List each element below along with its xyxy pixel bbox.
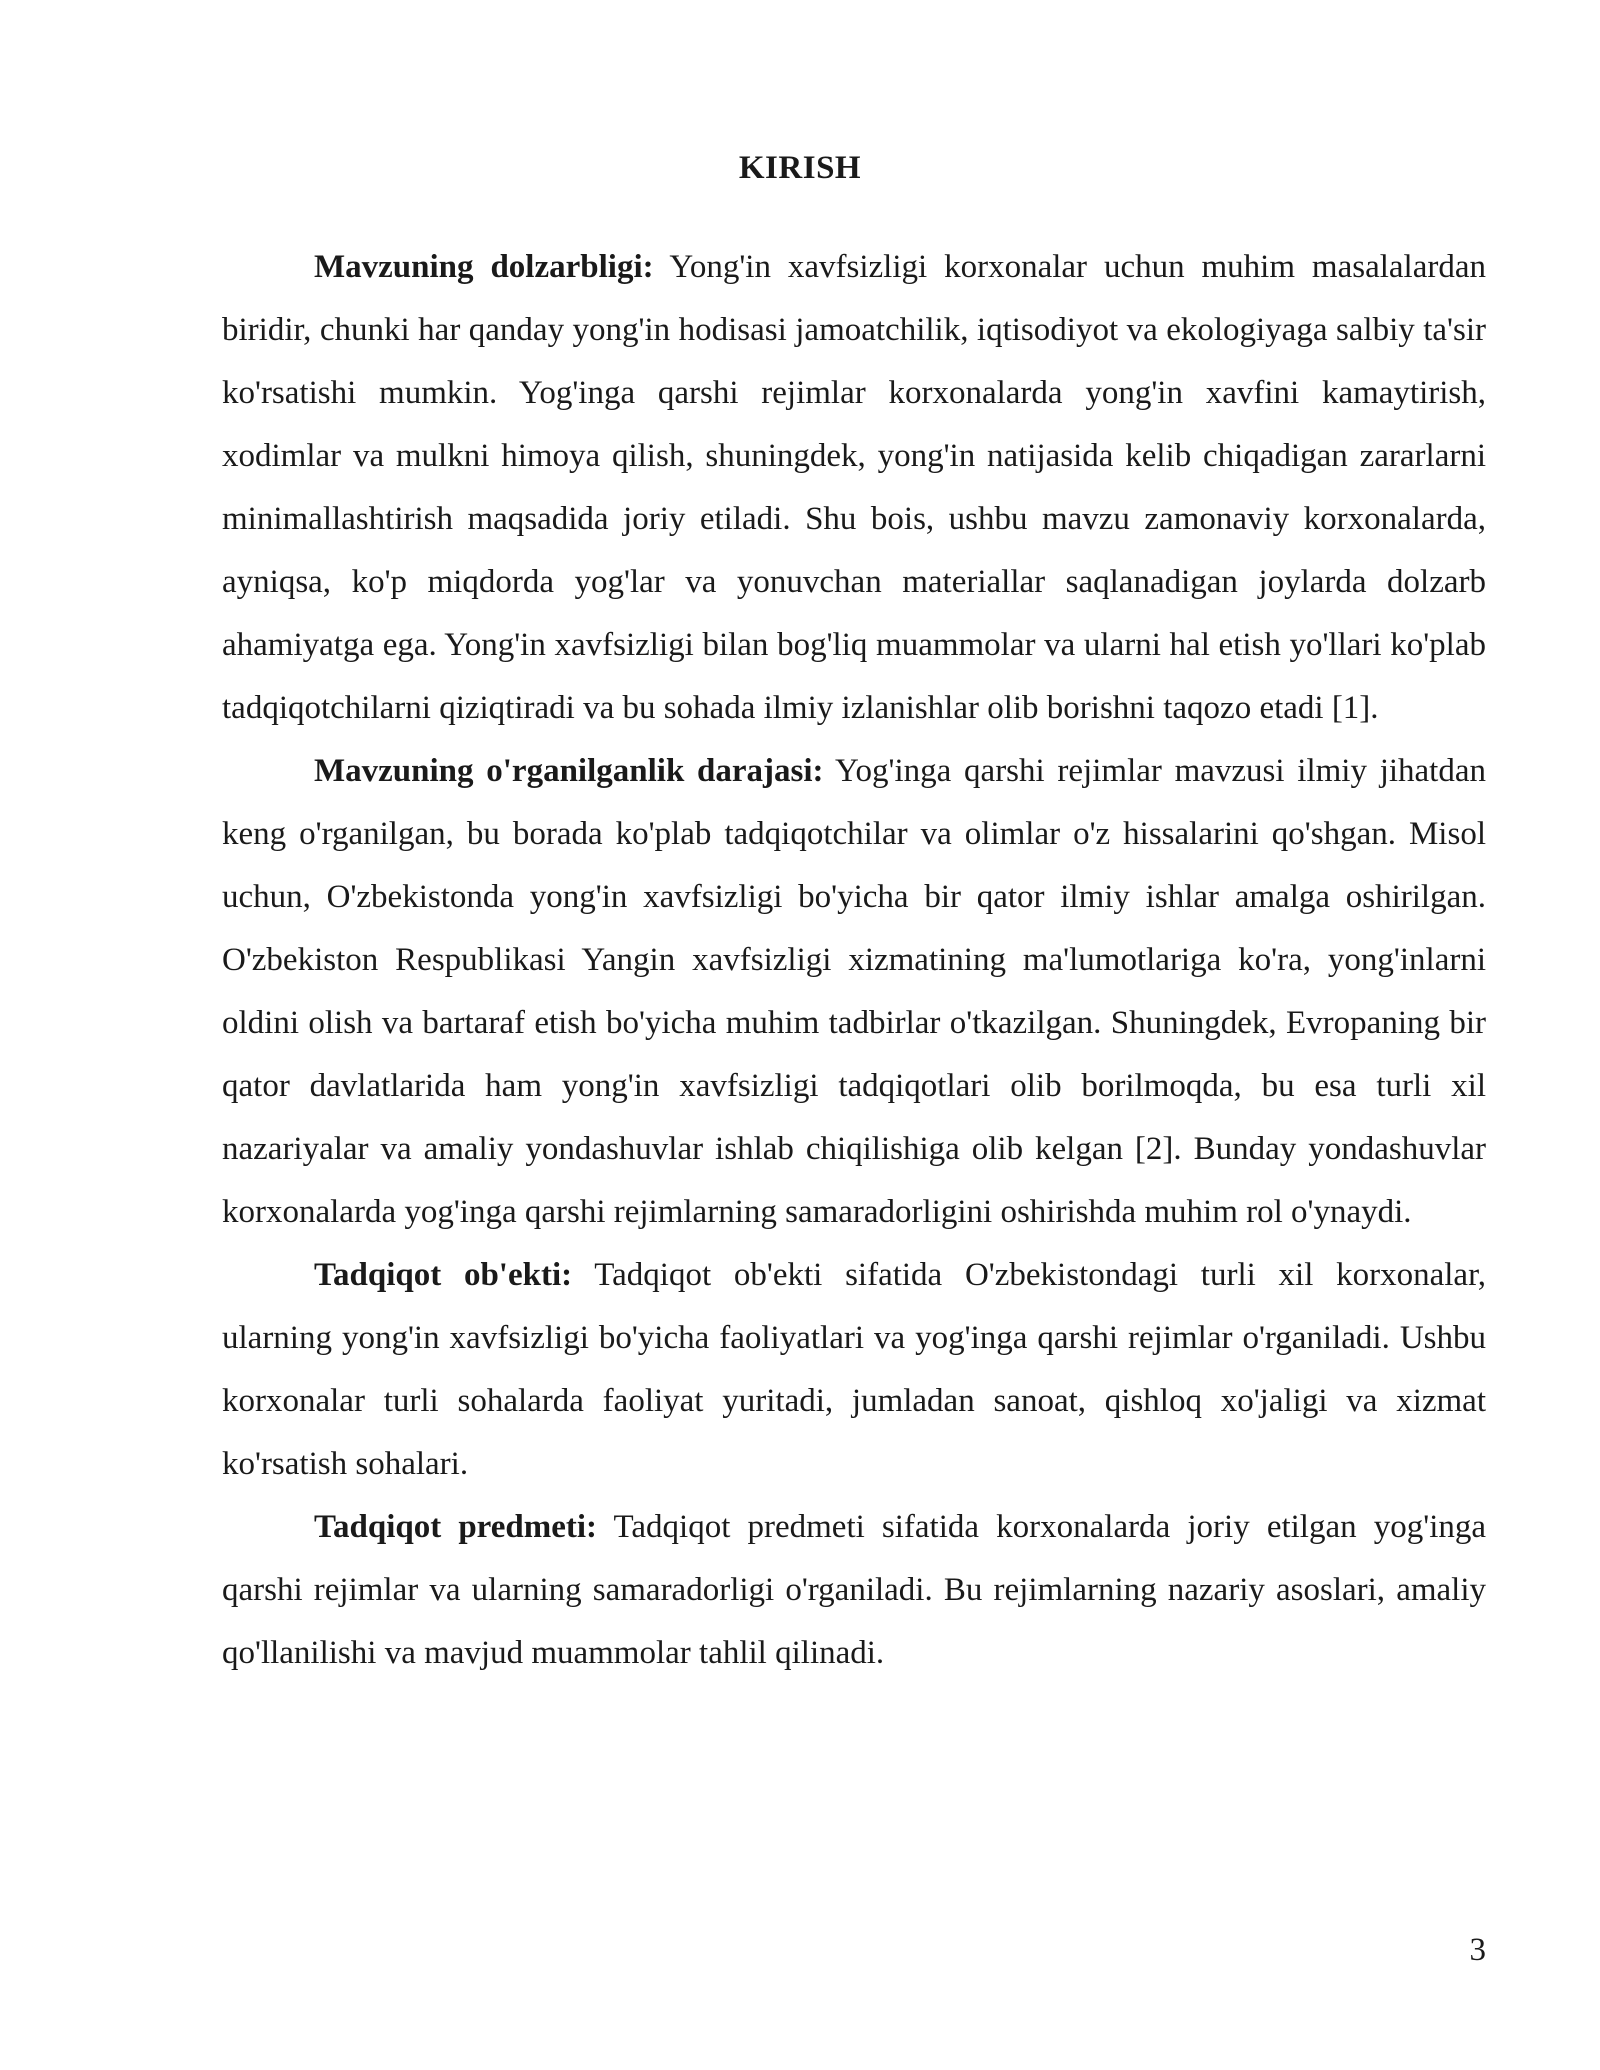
paragraph-research-object — [222, 1244, 1486, 1496]
page-number: 3 — [1469, 1932, 1486, 1968]
paragraph-research-subject — [222, 1496, 1486, 1685]
paragraph-heading: Mavzuning o'rganilganlik darajasi: — [314, 753, 824, 789]
paragraph-heading: Tadqiqot predmeti: — [314, 1509, 598, 1545]
paragraph-study-degree — [222, 740, 1486, 1244]
paragraph-text: Yong'in xavfsizligi korxonalar uchun muhim masalalardan biridir, chunki har qanday yong'in hodisasi jamoatchilik, iqtisodiyot va ekologiyaga salbiy ta'sir ko'rsatishi mumkin. Yog'inga qarshi rejimlar korxonalarda yong'in xavfini kamaytirish, xodimlar va mulkni himoya qilish, shuningdek, yong'in natijasida kelib chiqadigan zararlarni minimallashtirish maqsadida joriy etiladi. Shu bois, ushbu mavzu zamonaviy korxonalarda, ayniqsa, ko'p miqdorda yog'lar va yonuvchan materiallar saqlanadigan joylarda dolzarb ahamiyatga ega. Yong'in xavfsizligi bilan bog'liq muammolar va ularni hal etish yo'llari ko'plab tadqiqotchilarni qiziqtiradi va bu sohada ilmiy izlanishlar olib borishni taqozo etadi [1]. — [222, 249, 1487, 726]
paragraph-text: Tadqiqot ob'ekti sifatida O'zbekistondagi turli xil korxonalar, ularning yong'in xavfsizligi bo'yicha faoliyatlari va yog'inga qarshi rejimlar o'rganiladi. Ushbu korxonalar turli sohalarda faoliyat yuritadi, jumladan sanoat, qishloq xo'jaligi va xizmat ko'rsatish sohalari. — [222, 1257, 1486, 1482]
page-title: KIRISH — [738, 150, 862, 186]
paragraph-heading: Mavzuning dolzarbligi: — [314, 249, 654, 285]
paragraph-text: Yog'inga qarshi rejimlar mavzusi ilmiy jihatdan keng o'rganilgan, bu borada ko'plab tadqiqotchilar va olimlar o'z hissalarini qo'shgan. Misol uchun, O'zbekistonda yong'in xavfsizligi bo'yicha bir qator ilmiy ishlar amalga oshirilgan. O'zbekiston Respublikasi Yangin xavfsizligi xizmatining ma'lumotlariga ko'ra, yong'inlarni oldini olish va bartaraf etish bo'yicha muhim tadbirlar o'tkazilgan. Shuningdek, Evropaning bir qator davlatlarida ham yong'in xavfsizligi tadqiqotlari olib borilmoqda, bu esa turli xil nazariyalar va amaliy yondashuvlar ishlab chiqilishiga olib kelgan [2]. Bunday yondashuvlar korxonalarda yog'inga qarshi rejimlarning samaradorligini oshirishda muhim rol o'ynaydi. — [222, 753, 1486, 1230]
paragraph-heading: Tadqiqot ob'ekti: — [314, 1257, 573, 1293]
paragraph-relevance — [222, 236, 1486, 740]
paragraph-text: Tadqiqot predmeti sifatida korxonalarda joriy etilgan yog'inga qarshi rejimlar va ularning samaradorligi o'rganiladi. Bu rejimlarning nazariy asoslari, amaliy qo'llanilishi va mavjud muammolar tahlil qilinadi. — [222, 1509, 1487, 1671]
body-text — [222, 236, 1486, 1685]
